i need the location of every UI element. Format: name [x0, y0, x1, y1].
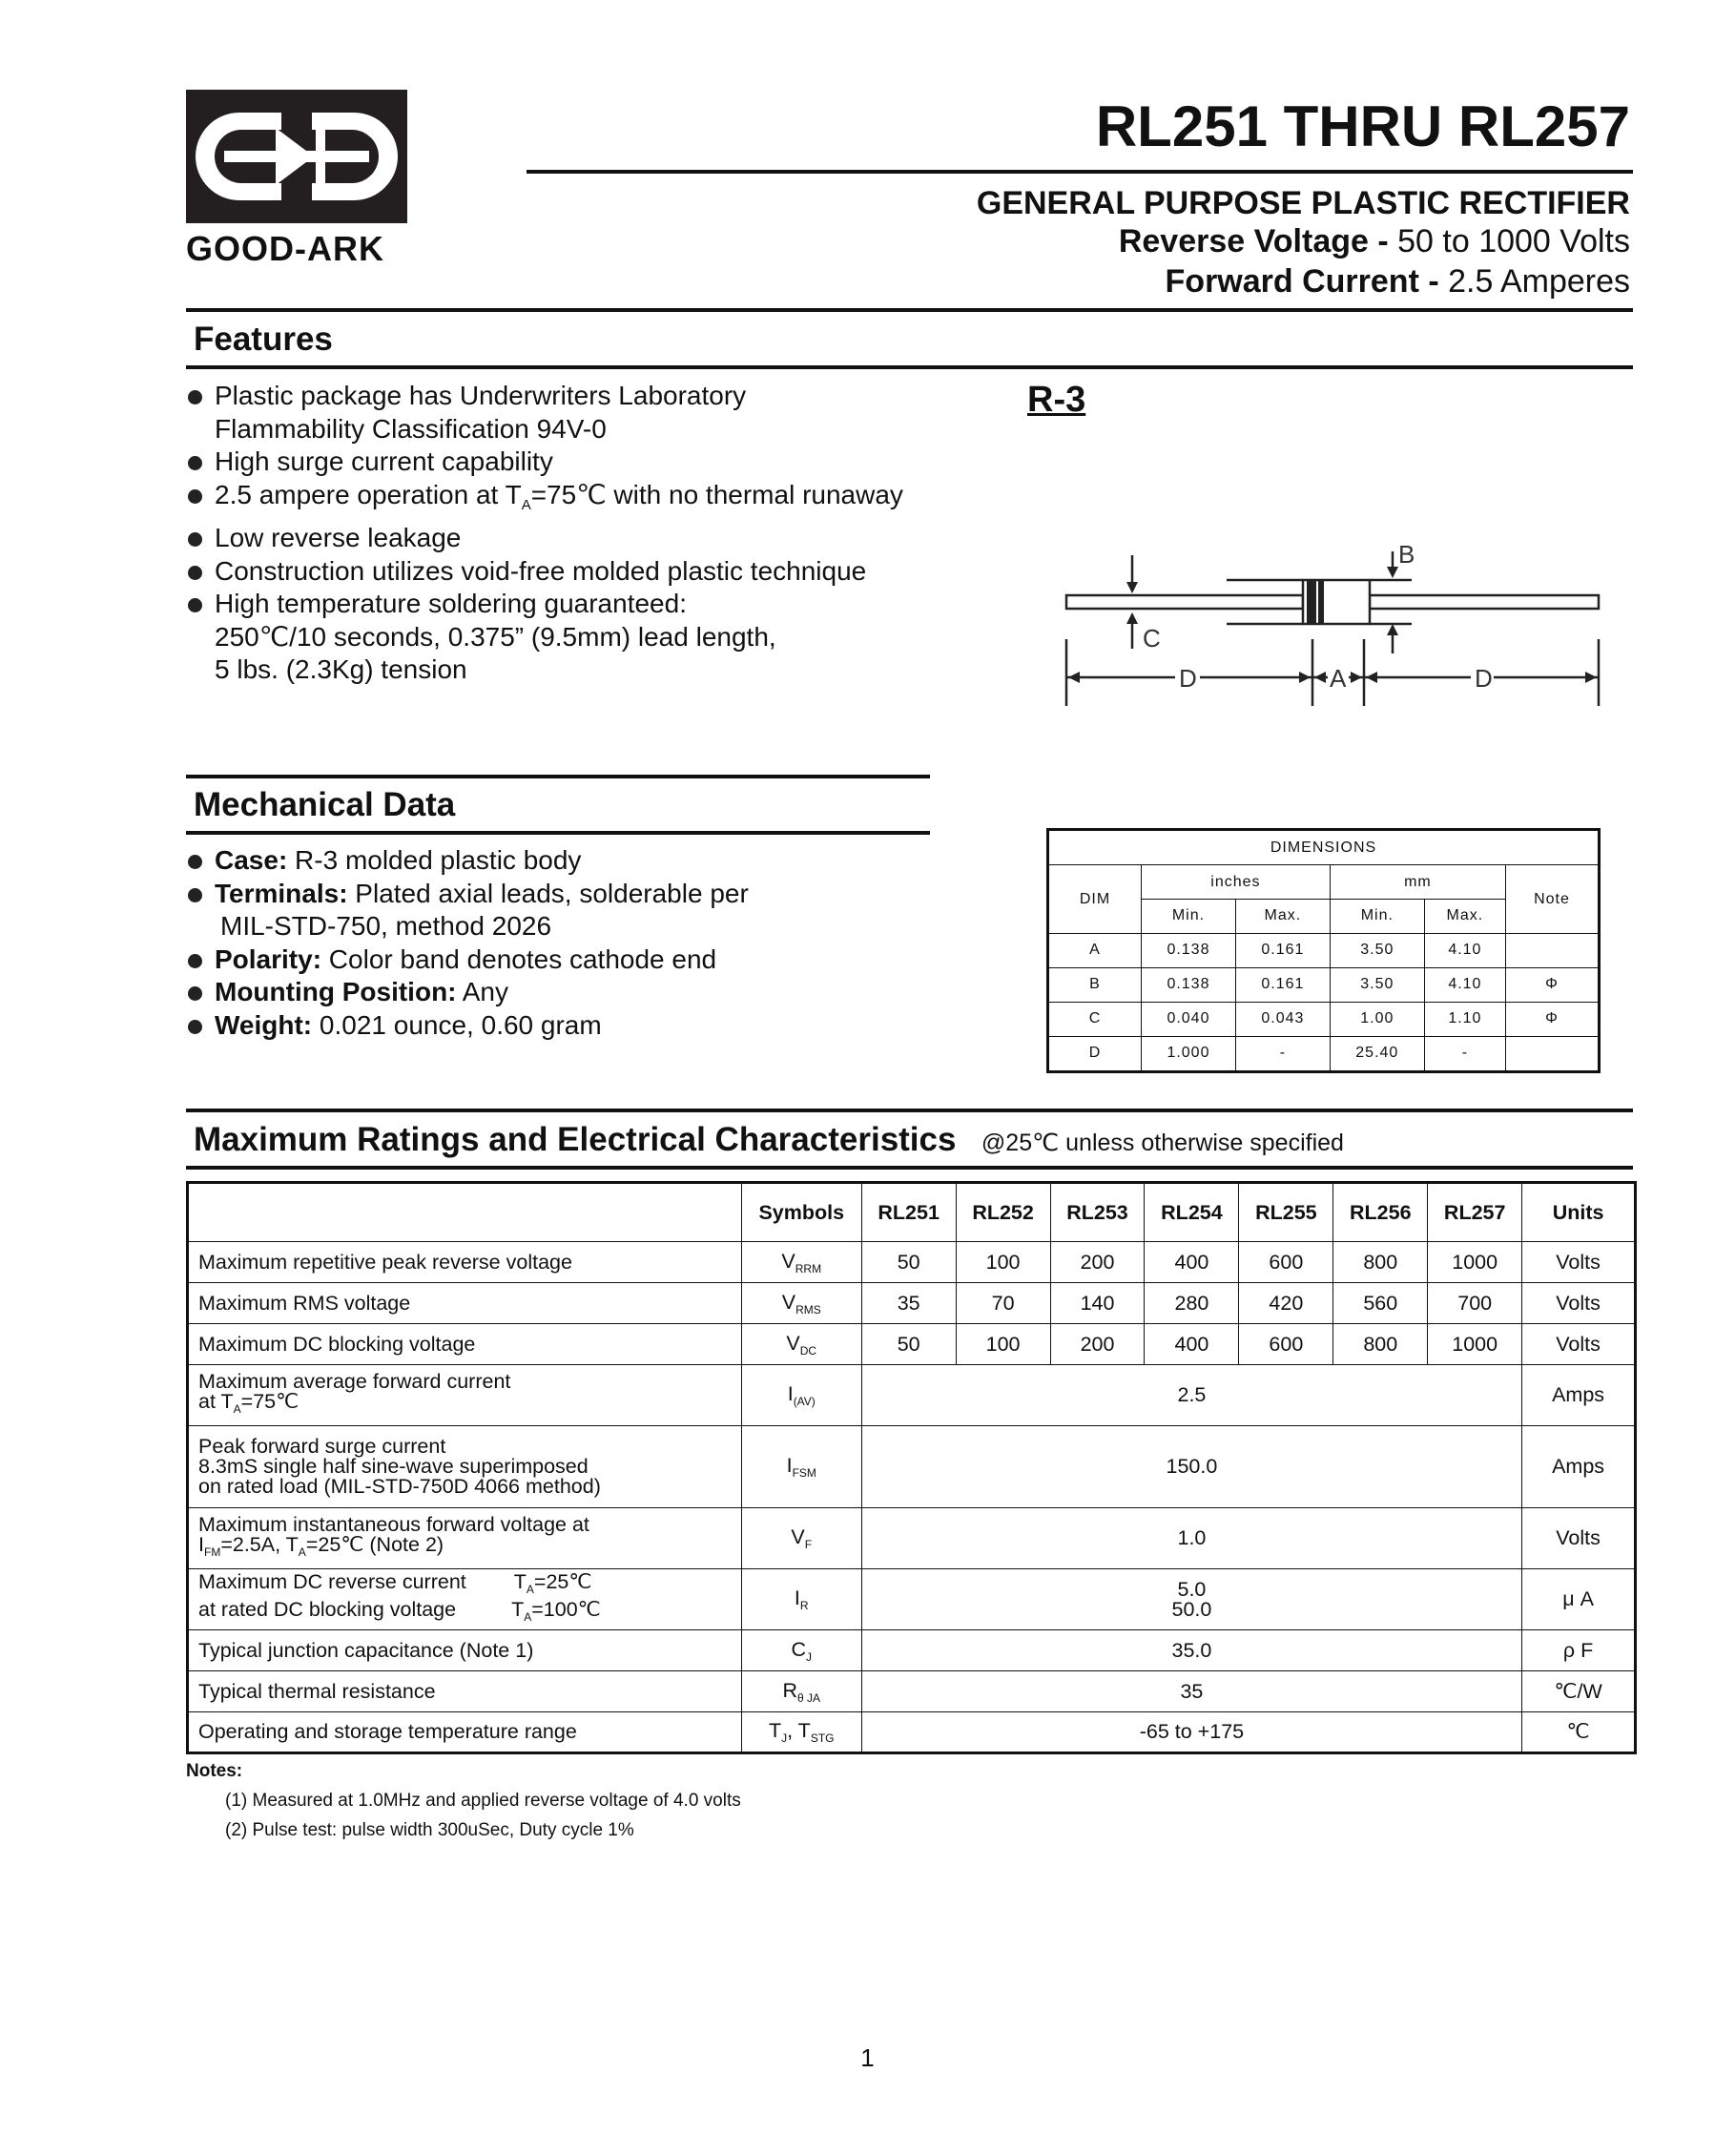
- cell: 25.40: [1330, 1036, 1424, 1071]
- mech-text: Plated axial leads, solderable per: [347, 878, 749, 908]
- unit-cell: Volts: [1522, 1283, 1636, 1324]
- value-cell: 1.0: [861, 1508, 1521, 1569]
- param-cell: Maximum repetitive peak reverse voltage: [188, 1242, 742, 1283]
- dim-label-c: C: [1143, 624, 1161, 653]
- cell: 0.043: [1235, 1002, 1330, 1036]
- note-header: Note: [1506, 865, 1600, 934]
- value-cell: 600: [1239, 1242, 1333, 1283]
- param-cell: Operating and storage temperature range: [188, 1712, 742, 1753]
- forward-current-value: 2.5 Amperes: [1448, 263, 1630, 300]
- symbol: V: [781, 1290, 796, 1314]
- ratings-top-rule: [186, 1109, 1633, 1112]
- cell: 3.50: [1330, 933, 1424, 967]
- mm-header: mm: [1330, 865, 1505, 900]
- package-name: R-3: [1027, 380, 1086, 420]
- value-cell: 1000: [1428, 1242, 1522, 1283]
- mechanical-item: [186, 943, 749, 977]
- feature-item: Plastic package has Underwriters Laboratory: [186, 380, 903, 413]
- cell: [1506, 933, 1600, 967]
- cell: -: [1424, 1036, 1505, 1071]
- mech-label: Mounting Position:: [215, 977, 457, 1006]
- min-header: Min.: [1142, 900, 1236, 934]
- header-row: [188, 1183, 1636, 1242]
- symbol: V: [786, 1331, 800, 1355]
- table-row: [188, 1508, 1636, 1569]
- symbol-sub: R: [799, 1599, 809, 1612]
- value-cell: 2.5: [861, 1365, 1521, 1426]
- dim-label-b: B: [1398, 540, 1415, 569]
- table-row: [188, 1671, 1636, 1712]
- param-text: 8.3mS single half sine-wave superimposed: [198, 1455, 589, 1478]
- param-condition: [513, 1569, 592, 1600]
- param-text: Maximum DC reverse current: [198, 1569, 466, 1593]
- unit-cell: Volts: [1522, 1508, 1636, 1569]
- symbol-cell: [741, 1426, 861, 1508]
- param-text: Peak forward surge current: [198, 1435, 446, 1458]
- param-cell: Maximum RMS voltage: [188, 1283, 742, 1324]
- dimensions-table: [1046, 828, 1601, 1073]
- col-header: RL254: [1145, 1183, 1239, 1242]
- cell: 0.138: [1142, 967, 1236, 1002]
- symbol-cell: [741, 1671, 861, 1712]
- col-header: RL251: [861, 1183, 956, 1242]
- dim-label-d-left: D: [1179, 664, 1197, 693]
- value-cell: 800: [1333, 1242, 1428, 1283]
- param-text: =2.5A, T: [220, 1532, 299, 1556]
- param-sub: A: [526, 1582, 534, 1596]
- value-cell: 150.0: [861, 1426, 1521, 1508]
- dimensions-title: DIMENSIONS: [1048, 830, 1600, 865]
- col-header: RL253: [1050, 1183, 1145, 1242]
- cell: -: [1235, 1036, 1330, 1071]
- table-row: [188, 1365, 1636, 1426]
- value-cell: 200: [1050, 1324, 1145, 1365]
- symbol-cell: [741, 1365, 861, 1426]
- value-cell: -65 to +175: [861, 1712, 1521, 1753]
- dim-label-a: A: [1330, 664, 1347, 693]
- value-cell: 50: [861, 1324, 956, 1365]
- symbol: I: [787, 1382, 794, 1405]
- table-row: [188, 1630, 1636, 1671]
- features-heading: Features: [194, 321, 333, 358]
- table-row: [188, 1712, 1636, 1753]
- symbol-sub: θ JA: [797, 1690, 821, 1705]
- param-text: at T: [198, 1389, 234, 1413]
- col-header: RL252: [956, 1183, 1050, 1242]
- unit-cell: Volts: [1522, 1324, 1636, 1365]
- cell: Φ: [1506, 1002, 1600, 1036]
- notes-heading: Notes:: [186, 1761, 243, 1781]
- table-row: [1048, 933, 1600, 967]
- ratings-condition: @25℃ unless otherwise specified: [981, 1130, 1344, 1156]
- cell: 3.50: [1330, 967, 1424, 1002]
- forward-current-label: Forward Current -: [1165, 263, 1439, 300]
- symbol: , T: [787, 1719, 811, 1742]
- cell: 1.10: [1424, 1002, 1505, 1036]
- symbol: V: [781, 1249, 795, 1273]
- param-text: Maximum average forward current: [198, 1369, 511, 1393]
- note-item: (1) Measured at 1.0MHz and applied reverse voltage of 4.0 volts: [225, 1791, 741, 1811]
- value-cell: 35: [861, 1671, 1521, 1712]
- param-text: I: [198, 1532, 204, 1556]
- param-cell: [188, 1365, 742, 1426]
- features-list: [186, 380, 903, 687]
- col-header: Units: [1522, 1183, 1636, 1242]
- feature-item-cont: 5 lbs. (2.3Kg) tension: [215, 654, 467, 684]
- symbol-sub: FSM: [792, 1466, 816, 1480]
- reverse-voltage-label: Reverse Voltage -: [1118, 223, 1389, 259]
- col-header: RL257: [1428, 1183, 1522, 1242]
- symbol-sub: STG: [810, 1731, 835, 1745]
- unit-cell: ℃/W: [1522, 1671, 1636, 1712]
- symbol: R: [782, 1678, 797, 1702]
- value-cell: 100: [956, 1242, 1050, 1283]
- param-text: Maximum instantaneous forward voltage at: [198, 1512, 589, 1536]
- subtitle: GENERAL PURPOSE PLASTIC RECTIFIER: [976, 185, 1630, 221]
- mech-label: Terminals:: [215, 878, 348, 908]
- max-header: Max.: [1235, 900, 1330, 934]
- mechanical-item: [186, 844, 749, 878]
- param-cell: [188, 1508, 742, 1569]
- mechanical-item-cont: MIL-STD-750, method 2026: [220, 911, 552, 941]
- value-cell: 1000: [1428, 1324, 1522, 1365]
- value-cell: 700: [1428, 1283, 1522, 1324]
- cell: C: [1048, 1002, 1142, 1036]
- mech-text: R-3 molded plastic body: [287, 845, 582, 875]
- mech-label: Polarity:: [215, 943, 322, 974]
- mechanical-list: [186, 844, 749, 1042]
- inches-header: inches: [1142, 865, 1331, 900]
- feature-item: Construction utilizes void-free molded plastic technique: [186, 555, 903, 589]
- param-cell: Maximum DC blocking voltage: [188, 1324, 742, 1365]
- value-cell: 200: [1050, 1242, 1145, 1283]
- value-cell: 280: [1145, 1283, 1239, 1324]
- param-cell: Typical junction capacitance (Note 1): [188, 1630, 742, 1671]
- page-title: RL251 THRU RL257: [1095, 94, 1630, 158]
- param-text: on rated load (MIL-STD-750D 4066 method): [198, 1475, 601, 1498]
- mechanical-item: [186, 976, 749, 1009]
- reverse-voltage-value: 50 to 1000 Volts: [1397, 223, 1630, 259]
- param-sub: A: [233, 1401, 241, 1416]
- r3-package-drawing: [1049, 534, 1621, 715]
- feature-item-cont: Flammability Classification 94V-0: [215, 413, 607, 444]
- param-sub: A: [524, 1609, 532, 1624]
- feature-item: [186, 479, 903, 523]
- symbol: I: [786, 1454, 793, 1477]
- param-cell: [188, 1426, 742, 1508]
- symbol-cell: [741, 1712, 861, 1753]
- max-header: Max.: [1424, 900, 1505, 934]
- good-ark-logo: [186, 90, 407, 223]
- mechanical-item: [186, 1009, 749, 1043]
- feature-item-cont: 250℃/10 seconds, 0.375” (9.5mm) lead length,: [215, 621, 776, 652]
- param-cell: [188, 1569, 742, 1630]
- ratings-heading: Maximum Ratings and Electrical Characteristics: [194, 1121, 957, 1158]
- mechanical-item: [186, 878, 749, 911]
- symbol-cell: [741, 1508, 861, 1569]
- unit-cell: Amps: [1522, 1426, 1636, 1508]
- features-bottom-rule: [186, 365, 1633, 369]
- param-text: =25℃: [533, 1569, 592, 1593]
- note-item: (2) Pulse test: pulse width 300uSec, Duty cycle 1%: [225, 1820, 634, 1840]
- symbol-cell: [741, 1324, 861, 1365]
- value-cell: 400: [1145, 1324, 1239, 1365]
- cell: Φ: [1506, 967, 1600, 1002]
- value-cell: 140: [1050, 1283, 1145, 1324]
- table-row: [188, 1569, 1636, 1630]
- value-cell: 35: [861, 1283, 956, 1324]
- feature-text: =75℃ with no thermal runaway: [530, 479, 903, 509]
- cell: 0.161: [1235, 933, 1330, 967]
- mech-label: Weight:: [215, 1009, 313, 1040]
- unit-cell: ρ F: [1522, 1630, 1636, 1671]
- dim-header: DIM: [1048, 865, 1142, 934]
- param-text: T: [513, 1569, 527, 1593]
- symbol-cell: [741, 1242, 861, 1283]
- cell: D: [1048, 1036, 1142, 1071]
- symbol-sub: F: [804, 1538, 813, 1551]
- param-condition: [511, 1597, 601, 1627]
- cell: [1506, 1036, 1600, 1071]
- title-divider: [527, 170, 1633, 174]
- forward-current: [1166, 263, 1630, 301]
- value-cell: 100: [956, 1324, 1050, 1365]
- symbol-cell: [741, 1569, 861, 1630]
- symbol-sub: DC: [799, 1343, 817, 1358]
- value-cell: 600: [1239, 1324, 1333, 1365]
- mechanical-top-rule: [186, 775, 930, 778]
- unit-cell: μ A: [1522, 1569, 1636, 1630]
- mech-text: Color band denotes cathode end: [321, 943, 717, 974]
- symbol-sub: RMS: [795, 1302, 821, 1316]
- param-cell: Typical thermal resistance: [188, 1671, 742, 1712]
- symbol-sub: J: [806, 1649, 813, 1664]
- page-number: 1: [860, 2043, 875, 2072]
- unit-cell: Amps: [1522, 1365, 1636, 1426]
- value-cell: 800: [1333, 1324, 1428, 1365]
- value-cell: 420: [1239, 1283, 1333, 1324]
- cell: 0.040: [1142, 1002, 1236, 1036]
- value-cell: 35.0: [861, 1630, 1521, 1671]
- symbol-sub: (AV): [793, 1395, 816, 1408]
- param-header: [188, 1183, 742, 1242]
- symbol: T: [768, 1719, 782, 1742]
- table-row: [1048, 1036, 1600, 1071]
- mechanical-heading: Mechanical Data: [194, 786, 456, 823]
- cell: 4.10: [1424, 967, 1505, 1002]
- table-row: [188, 1426, 1636, 1508]
- symbol-sub: RRM: [795, 1261, 822, 1275]
- feature-item: High temperature soldering guaranteed:: [186, 588, 903, 621]
- value-text: 50.0: [1171, 1597, 1212, 1621]
- table-row: [188, 1324, 1636, 1365]
- feature-subscript: A: [521, 496, 531, 513]
- symbol-sub: J: [781, 1731, 788, 1745]
- param-text: =100℃: [531, 1597, 601, 1621]
- param-sub: A: [298, 1544, 306, 1559]
- cell: 4.10: [1424, 933, 1505, 967]
- table-row: [1048, 967, 1600, 1002]
- cell: 1.000: [1142, 1036, 1236, 1071]
- feature-item: Low reverse leakage: [186, 522, 903, 555]
- dim-label-d-right: D: [1475, 664, 1493, 693]
- ratings-heading-row: [194, 1121, 1344, 1159]
- value-cell: 560: [1333, 1283, 1428, 1324]
- symbol: C: [791, 1637, 807, 1661]
- unit-cell: ℃: [1522, 1712, 1636, 1753]
- value-cell: 400: [1145, 1242, 1239, 1283]
- min-header: Min.: [1330, 900, 1424, 934]
- param-text: at rated DC blocking voltage: [198, 1597, 457, 1621]
- symbol-cell: [741, 1630, 861, 1671]
- brand-name: GOOD-ARK: [186, 229, 384, 268]
- cell: 0.138: [1142, 933, 1236, 967]
- unit-cell: Volts: [1522, 1242, 1636, 1283]
- col-header: Symbols: [741, 1183, 861, 1242]
- symbol: V: [791, 1525, 805, 1548]
- value-cell: [861, 1569, 1521, 1630]
- col-header: RL255: [1239, 1183, 1333, 1242]
- param-text: =25℃ (Note 2): [305, 1532, 444, 1556]
- table-row: [188, 1242, 1636, 1283]
- table-row: [1048, 1002, 1600, 1036]
- value-cell: 70: [956, 1283, 1050, 1324]
- feature-item: High surge current capability: [186, 446, 903, 479]
- symbol: I: [794, 1586, 800, 1609]
- value-cell: 50: [861, 1242, 956, 1283]
- cell: A: [1048, 933, 1142, 967]
- value-text: 5.0: [1177, 1577, 1207, 1601]
- ratings-table: [186, 1181, 1637, 1754]
- param-sub: FM: [203, 1544, 221, 1559]
- mech-label: Case:: [215, 845, 288, 875]
- param-text: =75℃: [240, 1389, 299, 1413]
- mechanical-bottom-rule: [186, 831, 930, 835]
- cell: B: [1048, 967, 1142, 1002]
- reverse-voltage: [1119, 223, 1630, 260]
- mech-text: 0.021 ounce, 0.60 gram: [312, 1009, 602, 1040]
- param-text: T: [511, 1597, 525, 1621]
- cell: 1.00: [1330, 1002, 1424, 1036]
- cell: 0.161: [1235, 967, 1330, 1002]
- features-top-rule: [186, 308, 1633, 312]
- symbol-cell: [741, 1283, 861, 1324]
- ratings-bottom-rule: [186, 1166, 1633, 1170]
- table-row: [188, 1283, 1636, 1324]
- feature-text: 2.5 ampere operation at T: [215, 479, 522, 509]
- mech-text: Any: [456, 977, 508, 1006]
- col-header: RL256: [1333, 1183, 1428, 1242]
